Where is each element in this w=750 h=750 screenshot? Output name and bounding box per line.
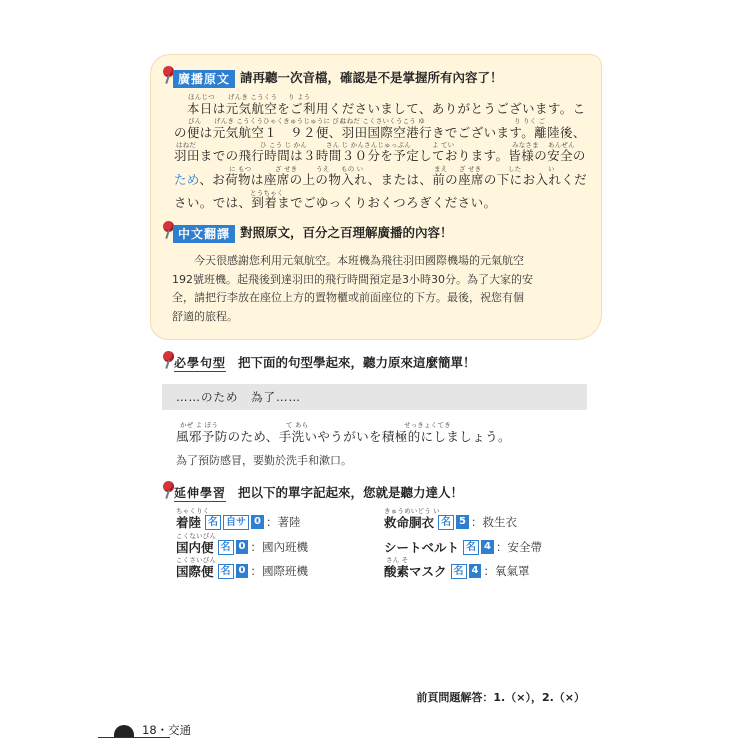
grammar-label: 必學句型 xyxy=(174,356,227,370)
ruby: ほんじつ xyxy=(188,93,215,101)
translation-line: 今天很感謝您利用元氣航空。本班機為飛往羽田國際機場的元氣航空 xyxy=(194,254,524,267)
accent-badge: 4 xyxy=(469,564,482,578)
translation-line: 192號班機。起飛後到達羽田的飛行時間預定是3小時30分。為了大家的安 xyxy=(172,272,533,286)
vocab-word: 着陸 xyxy=(176,515,202,530)
ruby: まえ xyxy=(434,165,448,173)
ruby: り よう xyxy=(288,93,311,101)
vocab-instruction: 把以下的單字記起來，您就是聽力達人！ xyxy=(238,485,464,500)
accent-badge: 5 xyxy=(456,515,469,529)
vocab-item xyxy=(176,513,300,531)
broadcast-line: 羽田までの飛行時間は３時間３０分を予定しております。皆様の安全の xyxy=(174,148,586,163)
vocab-item xyxy=(384,538,542,556)
vocab-meaning: ：安全帶 xyxy=(495,540,542,554)
ruby: に もつ xyxy=(229,165,252,173)
ruby: げんき こうくう xyxy=(228,93,278,101)
broadcast-line: ため、お荷物は座席の上の物入れ、または、前の座席の下にお入れくだ xyxy=(174,171,588,187)
pos-badge: 名 xyxy=(438,515,454,530)
pos-badge: 名 xyxy=(463,540,479,555)
accent-badge: 0 xyxy=(236,564,249,578)
example-sentence-cn: 為了預防感冒，要勤於洗手和漱口。 xyxy=(176,454,352,467)
vocab-label: 延伸學習 xyxy=(174,486,227,500)
ruby: ざ せき xyxy=(275,165,298,173)
ruby: ひ こう じ かん xyxy=(260,141,307,149)
ruby: て あら xyxy=(286,421,309,429)
translation-line: 全，請把行李放在座位上方的置物櫃或前面座位的下方。最後，祝您有個 xyxy=(172,291,524,304)
ruby: せっきょくてき xyxy=(404,421,451,429)
accent-badge: 4 xyxy=(481,540,494,554)
vocab-word: 酸素マスク xyxy=(384,564,447,579)
ruby: うえ xyxy=(316,165,330,173)
pos-badge: 名 xyxy=(218,564,234,579)
ruby: よ てい xyxy=(432,141,455,149)
ruby: さん じ かんさんじゅっぷん xyxy=(326,141,411,149)
broadcast-line: 本日は元気航空をご利用くださいまして、ありがとうございます。こ xyxy=(174,101,586,116)
translation-line: 舒適的旅程。 xyxy=(172,309,238,323)
vocab-word: 国際便 xyxy=(176,564,214,579)
pos-badge: 自サ xyxy=(223,515,249,530)
ruby: した xyxy=(508,165,522,173)
accent-badge: 0 xyxy=(236,540,249,554)
ruby: り りく ご xyxy=(514,117,546,125)
ruby: かぜ よ ぼう xyxy=(180,421,219,429)
ruby: こくさいびん xyxy=(176,556,217,564)
semicircle-icon xyxy=(114,725,134,737)
vocab-word: 国内便 xyxy=(176,540,214,555)
accent-badge: 0 xyxy=(251,515,264,529)
highlight-tame: ため xyxy=(174,171,200,187)
ruby: みなさま xyxy=(512,141,539,149)
grammar-pattern: ……のため 為了…… xyxy=(176,390,301,404)
translation-label: 中文翻譯 xyxy=(173,225,235,243)
vocab-item xyxy=(176,538,308,556)
vocab-word: シートベルト xyxy=(384,540,460,555)
broadcast-text xyxy=(174,97,590,215)
ruby: い xyxy=(548,165,555,173)
vocab-meaning: ：救生衣 xyxy=(470,515,517,529)
vocab-meaning: ：氧氣罩 xyxy=(483,564,530,578)
pos-badge: 名 xyxy=(205,515,221,530)
pos-badge: 名 xyxy=(451,564,467,579)
vocab-item xyxy=(384,562,529,580)
translation-instruction: 對照原文，百分之百理解廣播的內容！ xyxy=(240,225,453,240)
vocab-item xyxy=(176,562,308,580)
vocab-meaning: ：著陸 xyxy=(265,515,301,529)
ruby: びん xyxy=(188,117,202,125)
broadcast-line: の便は元気航空１ ９２便、羽田国際空港行きでございます。離陸後、 xyxy=(174,124,586,140)
vocab-item xyxy=(384,513,517,531)
broadcast-line: さい。では、到着までごゆっくりおくつろぎください。 xyxy=(174,195,497,210)
example-sentence-jp: 風邪予防のため、手洗いやうがいを積極的にしましょう。 xyxy=(176,429,511,444)
ruby: ちゃくりく xyxy=(176,507,210,515)
ruby: もの い xyxy=(341,165,364,173)
ruby: ざ せき xyxy=(459,165,482,173)
ruby: はねだ xyxy=(176,141,197,149)
translation-text xyxy=(172,252,592,326)
vocab-meaning: ：國內班機 xyxy=(250,540,308,554)
ruby: こくないびん xyxy=(176,532,217,540)
ruby: きゅうめいどう い xyxy=(384,507,440,515)
ruby: さん そ xyxy=(386,556,409,564)
page-number: 18・交通 xyxy=(142,723,192,737)
previous-answer: 前頁問題解答：1.（×），2.（×） xyxy=(416,691,585,704)
broadcast-instruction: 請再聽一次音檔，確認是不是掌握所有內容了！ xyxy=(240,70,503,85)
vocab-word: 救命胴衣 xyxy=(384,515,435,530)
grammar-instruction: 把下面的句型學起來，聽力原來這麼簡單！ xyxy=(238,355,476,370)
ruby: あんぜん xyxy=(548,141,575,149)
vocab-meaning: ：國際班機 xyxy=(250,564,308,578)
ruby: げんき こうくうひゃくきゅうじゅうに びん xyxy=(214,117,346,125)
ruby: とうちゃく xyxy=(250,189,284,197)
pos-badge: 名 xyxy=(218,540,234,555)
broadcast-label: 廣播原文 xyxy=(173,70,235,88)
grammar-pattern-bar xyxy=(162,384,587,410)
ruby: はねだ こくさいくうこう ゆ xyxy=(340,117,425,125)
